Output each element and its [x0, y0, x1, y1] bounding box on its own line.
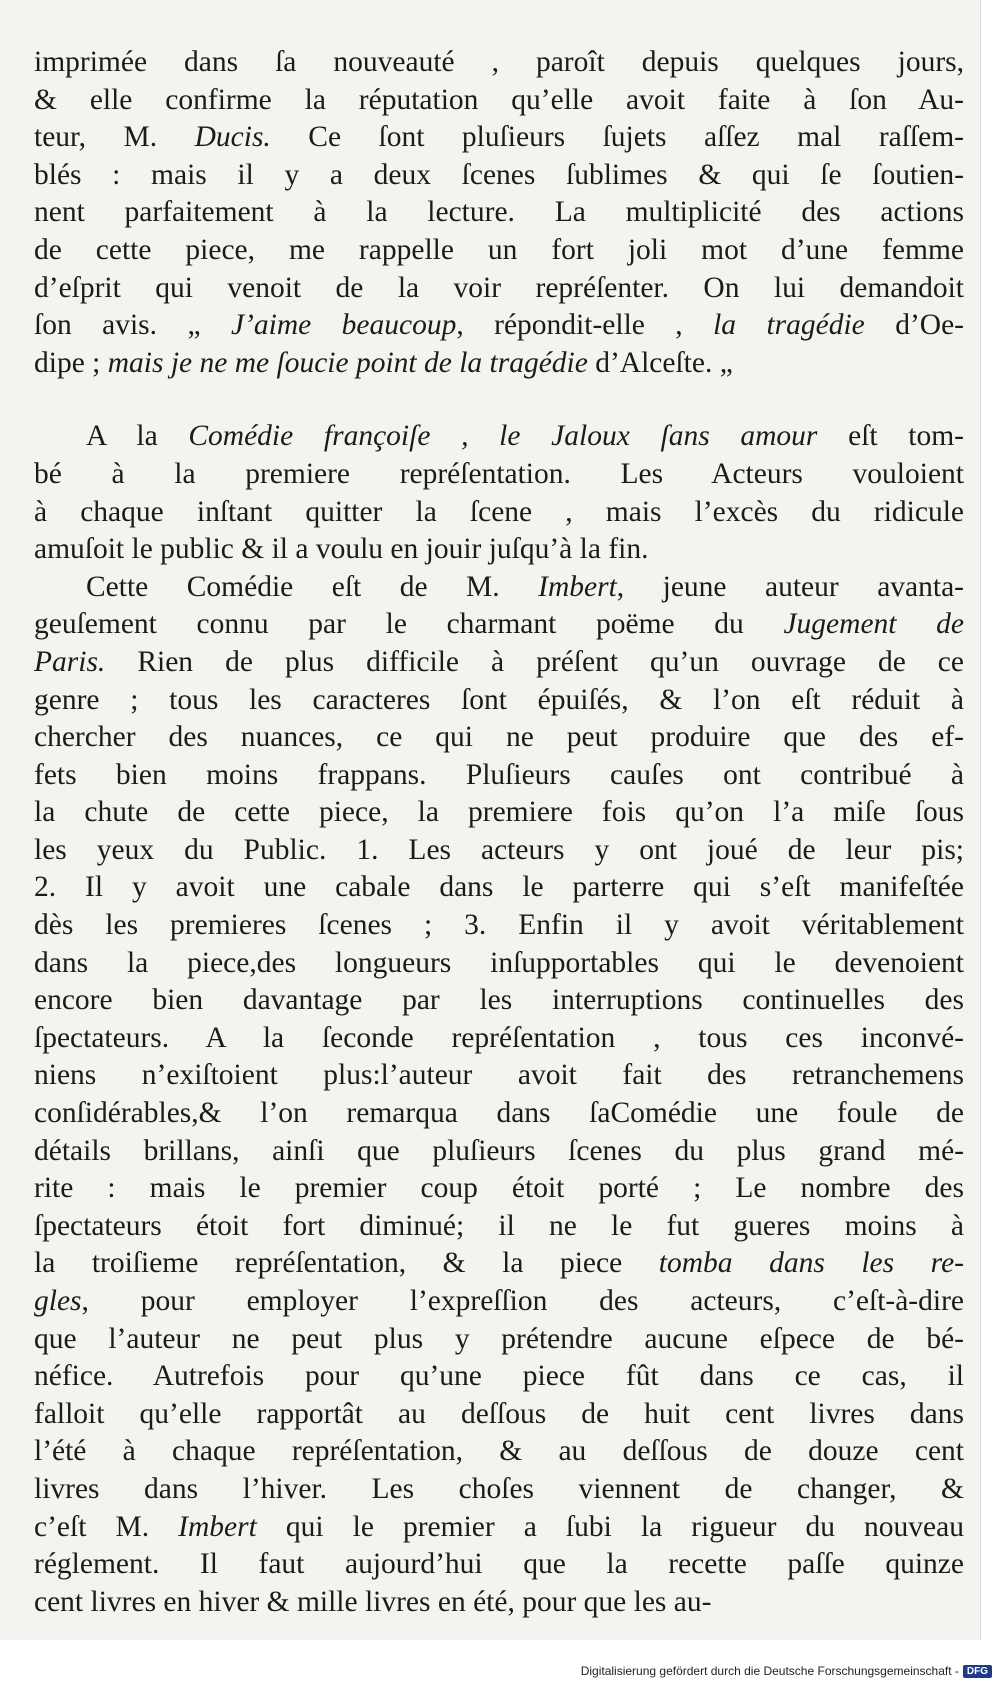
text-line	[34, 270, 964, 308]
text-line	[34, 569, 964, 607]
text-segment: détails brillans, ainſi que pluſieurs ſcenes du plus grand mé-	[34, 1134, 964, 1167]
text-segment: conſidérables,& l’on remarqua dans ſaComédie une foule de	[34, 1097, 964, 1130]
text-segment: d’eſprit qui venoit de la voir repréſenter. On lui demandoit	[34, 271, 964, 304]
text-line	[34, 832, 964, 870]
text-segment: ſpectateurs. A la ſeconde repréſentation , tous ces inconvé-	[34, 1021, 964, 1054]
text-line	[34, 1471, 964, 1509]
italic-text: la tragédie	[713, 309, 865, 342]
text-segment: cent livres en hiver & mille livres en été, pour que les au-	[34, 1585, 712, 1618]
text-segment: fets bien moins frappans. Pluſieurs cauſes ont contribué à	[34, 758, 964, 791]
text-segment: , répondit-elle ,	[456, 309, 714, 342]
paragraph-3	[34, 569, 964, 1622]
text-line	[34, 531, 964, 569]
text-segment: Cette Comédie eſt de M.	[86, 570, 539, 603]
text-segment: amuſoit le public & il a voulu en jouir juſqu’à la fin.	[34, 533, 649, 566]
paragraph-gap	[34, 382, 964, 418]
text-segment: dès les premieres ſcenes ; 3. Enfin il y avoit véritablement	[34, 909, 964, 942]
text-segment: imprimée dans ſa nouveauté , paroît depuis quelques jours,	[34, 46, 964, 78]
text-line	[34, 1584, 964, 1622]
text-segment: falloit qu’elle rapportât au deſſous de huit cent livres dans	[34, 1397, 964, 1430]
text-segment: dans la piece,des longueurs inſupportables qui le devenoient	[34, 946, 964, 979]
text-line	[34, 1396, 964, 1434]
text-segment: dipe ;	[34, 346, 108, 379]
text-segment: que l’auteur ne peut plus y prétendre aucune eſpece de bé-	[34, 1322, 964, 1355]
text-line	[34, 1245, 964, 1283]
text-segment: niens n’exiſtoient plus:l’auteur avoit fait des retranchemens	[34, 1059, 964, 1092]
text-line	[34, 82, 964, 120]
text-segment: eſt tom-	[817, 420, 964, 453]
text-segment: les yeux du Public. 1. Les acteurs y ont joué de leur pis;	[34, 833, 964, 866]
text-segment: ſpectateurs étoit fort diminué; il ne le fut gueres moins à	[34, 1209, 964, 1242]
text-line	[34, 307, 964, 345]
italic-text: Ducis.	[194, 121, 271, 154]
text-line	[34, 1509, 964, 1547]
text-line	[34, 945, 964, 983]
text-segment: rite : mais le premier coup étoit porté ; Le nombre des	[34, 1172, 964, 1205]
text-line	[34, 606, 964, 644]
text-line	[34, 194, 964, 232]
page-text	[34, 44, 964, 1621]
footer-credit: Digitalisierung gefördert durch die Deutsche Forschungsgemeinschaft -	[580, 1664, 959, 1678]
text-line	[34, 44, 964, 82]
text-line	[34, 345, 964, 383]
text-segment: à chaque inſtant quitter la ſcene , mais l’excès du ridicule	[34, 495, 964, 528]
text-segment: nent parfaitement à la lecture. La multiplicité des actions	[34, 196, 964, 229]
text-line	[34, 1358, 964, 1396]
italic-text: Comédie françoiſe , le Jaloux ſans amour	[188, 420, 818, 453]
text-segment: Ce ſont pluſieurs ſujets aſſez mal raſſem-	[270, 121, 964, 154]
text-line	[34, 982, 964, 1020]
italic-text: mais je ne me ſoucie point de la tragédie	[107, 346, 588, 379]
italic-text: Imbert	[178, 1510, 257, 1543]
italic-text: gles	[34, 1285, 82, 1317]
text-segment: & elle confirme la réputation qu’elle avoit faite à ſon Au-	[34, 83, 964, 116]
paragraph-2	[34, 418, 964, 568]
text-segment: d’Oe-	[864, 309, 965, 342]
text-segment: réglement. Il faut aujourd’hui que la recette paſſe quinze	[34, 1548, 964, 1581]
text-segment: , pour employer l’expreſſion des acteurs, c’eſt-à-dire	[81, 1285, 964, 1317]
text-segment: geuſement connu par le charmant poëme du	[34, 608, 784, 641]
italic-text: Imbert	[538, 570, 617, 603]
text-segment: livres dans l’hiver. Les choſes viennent de changer, &	[34, 1472, 964, 1505]
italic-text: tomba dans les re-	[658, 1247, 964, 1280]
text-line	[34, 794, 964, 832]
text-segment: teur, M.	[34, 121, 195, 154]
italic-text: J’aime beaucoup	[230, 309, 457, 342]
italic-text: Paris.	[34, 645, 106, 678]
text-line	[34, 1095, 964, 1133]
text-line	[34, 1020, 964, 1058]
text-line	[34, 1283, 964, 1321]
text-line	[34, 1433, 964, 1471]
text-segment: ſon avis. „	[34, 309, 231, 342]
text-segment: , jeune auteur avanta-	[616, 570, 964, 603]
text-line	[34, 1170, 964, 1208]
text-line	[34, 907, 964, 945]
paragraph-1	[34, 44, 964, 382]
text-line	[34, 719, 964, 757]
text-segment: néfice. Autrefois pour qu’une piece fût dans ce cas, il	[34, 1360, 964, 1393]
text-line	[34, 119, 964, 157]
italic-text: Jugement de	[783, 608, 964, 641]
text-line	[34, 1321, 964, 1359]
text-line	[34, 757, 964, 795]
text-line	[34, 644, 964, 682]
text-segment: c’eſt M.	[34, 1510, 179, 1543]
text-segment: genre ; tous les caracteres ſont épuiſés, & l’on eſt réduit à	[34, 683, 964, 716]
text-segment: de cette piece, me rappelle un fort joli mot d’une femme	[34, 233, 964, 266]
text-line	[34, 418, 964, 456]
text-line	[34, 682, 964, 720]
text-segment: encore bien davantage par les interruptions continuelles des	[34, 984, 964, 1017]
text-line	[34, 157, 964, 195]
text-line	[34, 1133, 964, 1171]
text-line	[34, 456, 964, 494]
digitization-footer	[581, 1664, 992, 1678]
text-line	[34, 494, 964, 532]
text-segment: A la	[86, 420, 189, 453]
text-segment: 2. Il y avoit une cabale dans le parterre qui s’eſt manifeſtée	[34, 871, 964, 904]
dfg-logo: DFG	[963, 1665, 992, 1678]
text-segment: bé à la premiere repréſentation. Les Acteurs vouloient	[34, 457, 964, 490]
text-segment: qui le premier a ſubi la rigueur du nouveau	[256, 1510, 964, 1543]
text-line	[34, 1546, 964, 1584]
text-segment: chercher des nuances, ce qui ne peut produire que des ef-	[34, 721, 964, 754]
text-line	[34, 1208, 964, 1246]
text-segment: d’Alceſte. „	[587, 346, 733, 379]
text-segment: Rien de plus difficile à préſent qu’un ouvrage de ce	[105, 645, 964, 678]
text-segment: blés : mais il y a deux ſcenes ſublimes & qui ſe ſoutien-	[34, 158, 964, 191]
text-line	[34, 1057, 964, 1095]
text-segment: l’été à chaque repréſentation, & au deſſous de douze cent	[34, 1435, 964, 1468]
text-line	[34, 232, 964, 270]
text-segment: la chute de cette piece, la premiere fois qu’on l’a miſe ſous	[34, 796, 964, 829]
text-line	[34, 869, 964, 907]
text-segment: la troiſieme repréſentation, & la piece	[34, 1247, 659, 1280]
